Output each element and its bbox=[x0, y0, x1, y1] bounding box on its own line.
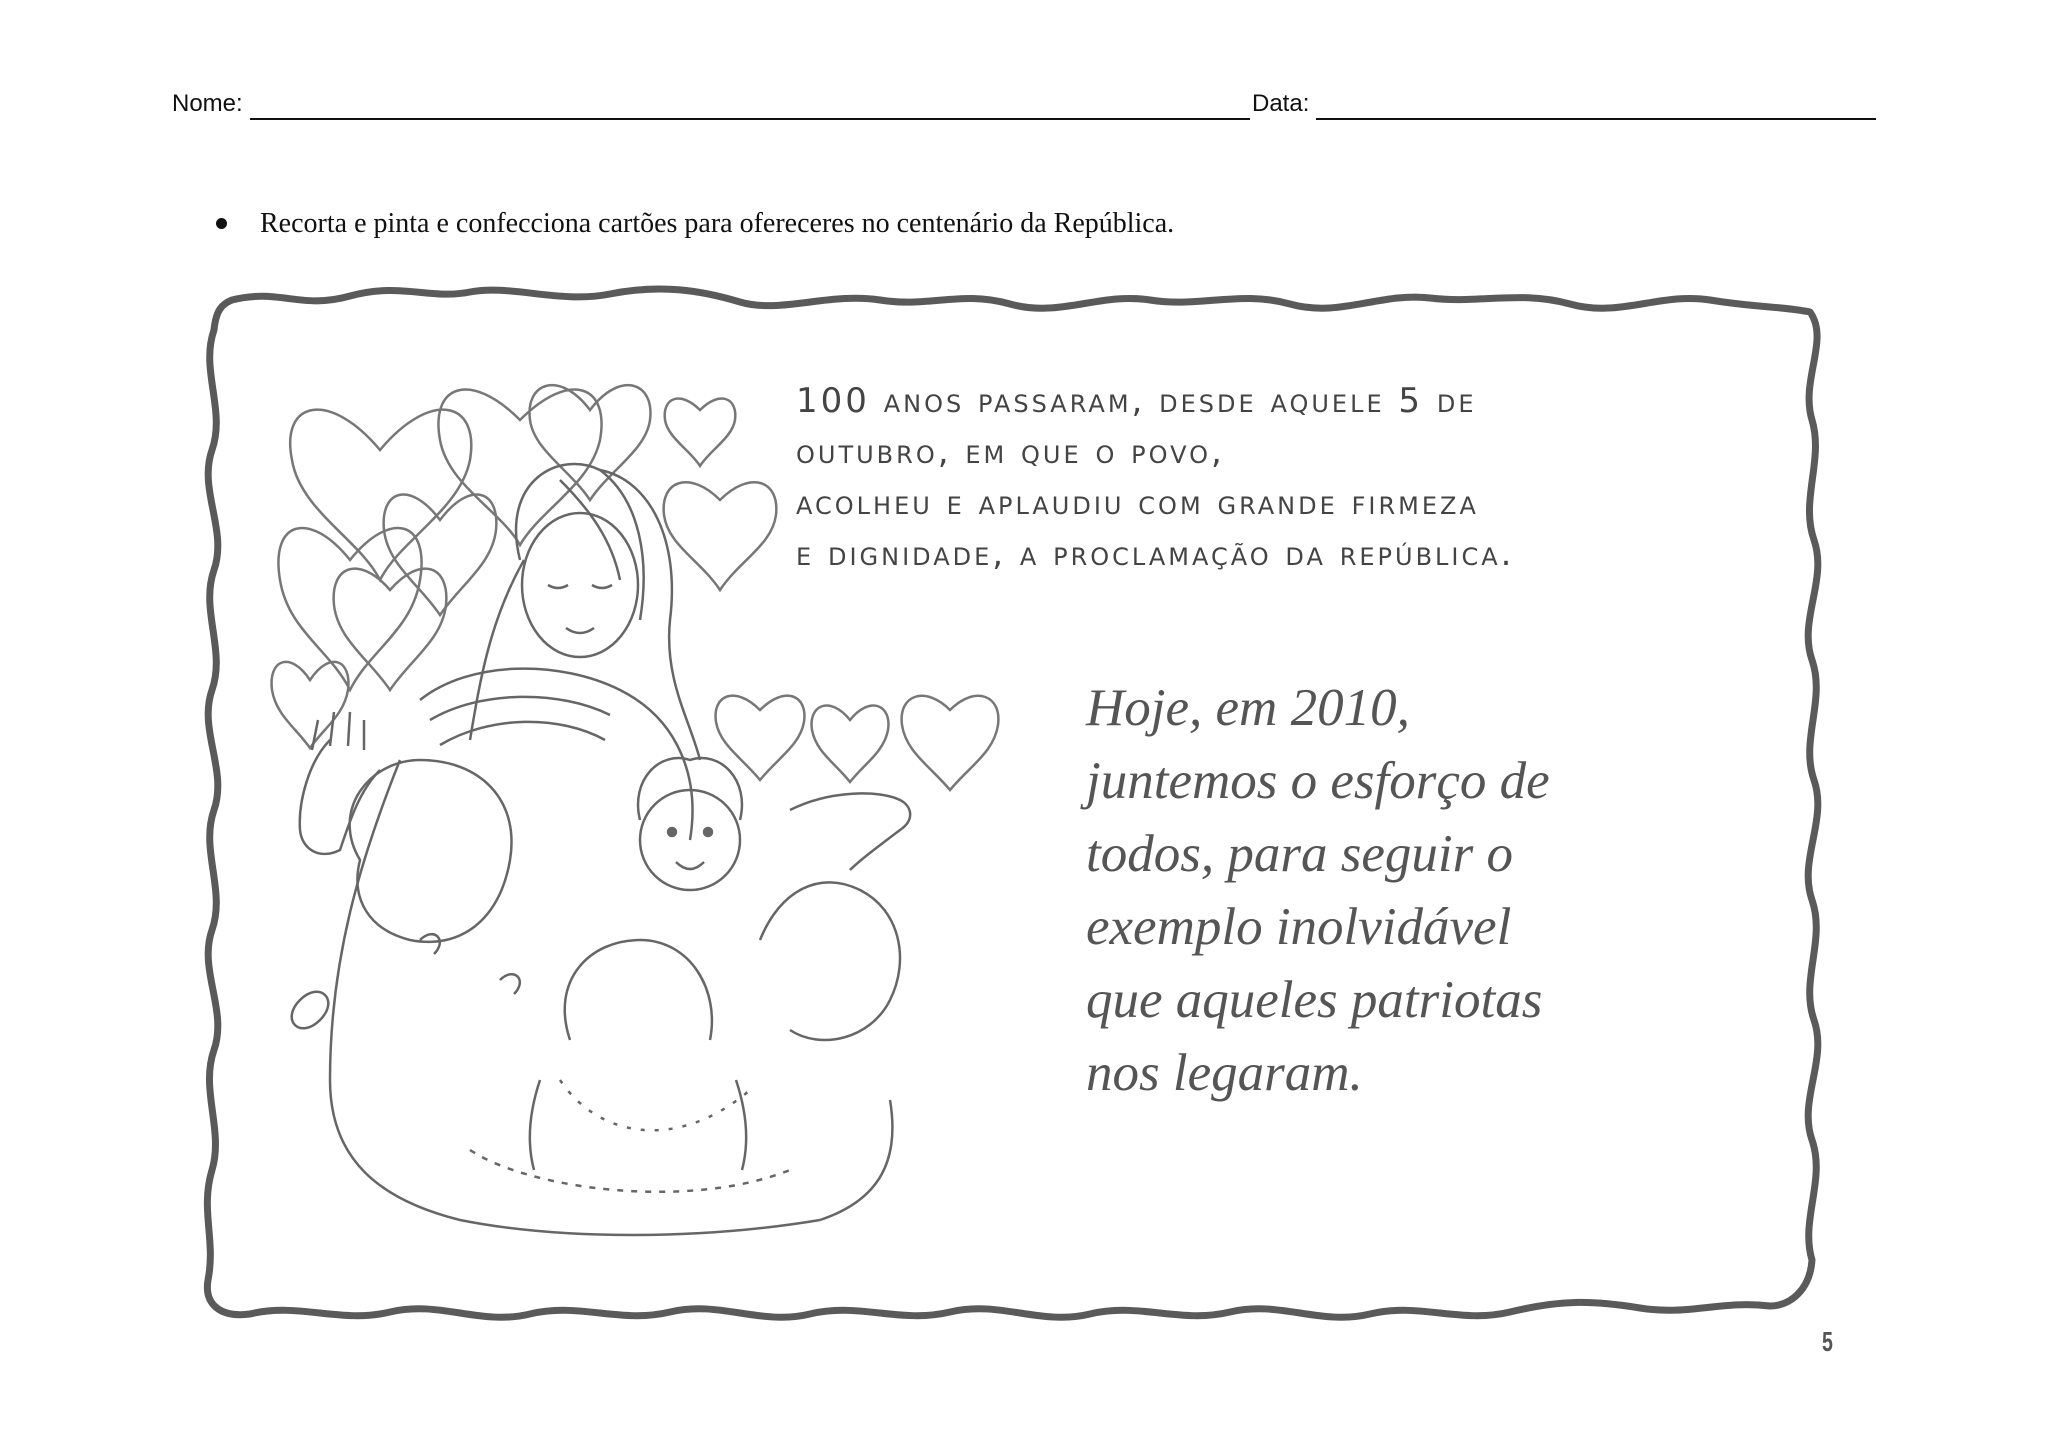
main-text-line-1: Hoje, em 2010, bbox=[1086, 679, 1410, 737]
top-text-line-1: 100 anos passaram, desde aquele 5 de bbox=[796, 381, 1477, 421]
main-text-line-4: exemplo inolvidável bbox=[1086, 898, 1512, 956]
card-main-text bbox=[1086, 672, 1726, 1110]
main-text-line-5: que aqueles patriotas bbox=[1086, 971, 1543, 1029]
top-text-line-2: outubro, em que o povo, bbox=[796, 432, 1225, 472]
date-label: Data: bbox=[1252, 90, 1310, 117]
top-text-line-3: acolheu e aplaudiu com grande firmeza bbox=[796, 483, 1479, 523]
top-text-line-4: e dignidade, a proclamação da república. bbox=[796, 534, 1515, 574]
instruction-text: Recorta e pinta e confecciona cartões para ofereceres no centenário da República. bbox=[260, 208, 1175, 239]
main-text-line-2: juntemos o esforço de bbox=[1086, 752, 1550, 810]
main-text-line-6: nos legaram. bbox=[1086, 1044, 1363, 1102]
card-top-text bbox=[796, 376, 1746, 580]
page-number: 5 bbox=[1822, 1326, 1833, 1357]
main-text-line-3: todos, para seguir o bbox=[1086, 825, 1513, 883]
name-label: Nome: bbox=[172, 90, 243, 117]
